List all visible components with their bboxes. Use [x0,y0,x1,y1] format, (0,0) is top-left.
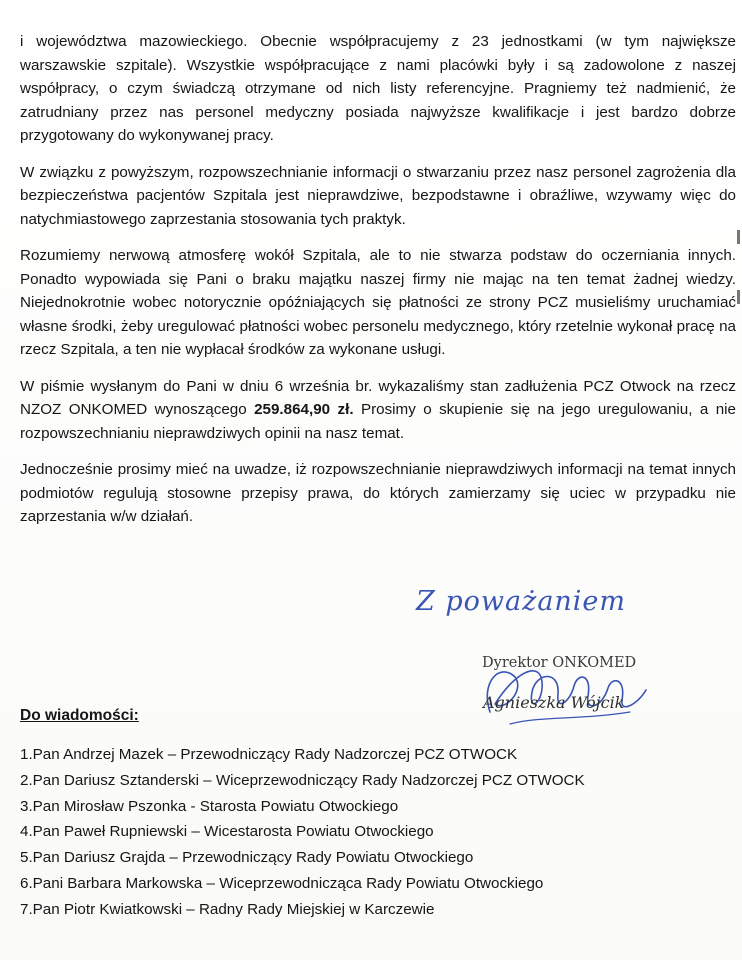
letter-body [20,30,736,542]
cc-list-item: 4.Pan Paweł Rupniewski – Wicestarosta Powiatu Otwockiego [20,823,434,841]
paragraph-cooperation: i województwa mazowieckiego. Obecnie współpracujemy z 23 jednostkami (w tym największe warszawskie szpitale). Wszystkie współpracujące z nami placówki były i są zadowolone z naszej współpracy, o czym świadczą otrzymane od nich listy referencyjne. Pragniemy też nadmienić, że zatrudniany przez nas personel medyczny posiada najwyższe kwalifikacje i jest bardzo dobrze przygotowany do wykonywanej pracy. [20,33,736,144]
cc-list-item: 2.Pan Dariusz Sztanderski – Wiceprzewodniczący Rady Nadzorczej PCZ OTWOCK [20,771,585,789]
handwritten-greeting: Z poważaniem [416,586,627,617]
debt-text-before: W piśmie wysłanym do Pani w dniu 6 września br. wykazaliśmy stan zadłużenia PCZ Otwock na rzecz NZOZ ONKOMED wynoszącego [20,377,736,418]
cc-list-item: 6.Pani Barbara Markowska – Wiceprzewodnicząca Rady Powiatu Otwockiego [20,874,544,892]
paragraph-debt [20,375,736,446]
scan-edge-mark [737,230,740,244]
cc-heading: Do wiadomości: [20,707,139,724]
cc-list-item: 5.Pan Dariusz Grajda – Przewodniczący Rady Powiatu Otwockiego [20,849,474,867]
debt-text-after: Prosimy o skupienie się na jego uregulowaniu, a nie rozpowszechnianiu nieprawdziwych opinii na nasz temat. [20,401,737,442]
scan-edge-mark [737,290,740,304]
stamp-name: Agnieszka Wójcik [483,693,625,712]
paragraph-legal-warning: Jednocześnie prosimy mieć na uwadze, iż rozpowszechnianie nieprawdziwych informacji na temat innych podmiotów regulują stosowne przepisy prawa, do których zamierzamy się uciec w przypadku nie zaprzestania w/w działań. [20,461,736,525]
cc-list [20,742,585,923]
cc-list-item: 7.Pan Piotr Kwiatkowski – Radny Rady Miejskiej w Karczewie [20,900,435,918]
cc-list-item: 3.Pan Mirosław Pszonka - Starosta Powiatu Otwockiego [20,797,399,815]
paragraph-demand-cessation: W związku z powyższym, rozpowszechnianie informacji o stwarzaniu przez nasz personel zagrożenia dla bezpieczeństwa pacjentów Szpitala jest nieprawdziwe, bezpodstawne i obraźliwe, wzywamy więc do natychmiastowego zaprzestania stosowania tych praktyk. [20,163,736,228]
cc-list-item: 1.Pan Andrzej Mazek – Przewodniczący Rady Nadzorczej PCZ OTWOCK [20,746,518,763]
debt-amount: 259.864,90 zł. [254,401,354,418]
stamp-title: Dyrektor ONKOMED [482,655,637,671]
paragraph-payments: Rozumiemy nerwową atmosferę wokół Szpitala, ale to nie stwarza podstaw do oczerniania innych. Ponadto wypowiada się Pani o braku majątku naszej firmy nie mając na ten temat żadnej wiedzy. Niejednokrotnie wobec notorycznie opóźniających się płatności ze strony PCZ musieliśmy uruchamiać własne środki, żeby uregulować płatności wobec personelu medycznego, który rzetelnie wykonał pracę na rzecz Szpitala, a ten nie wypłacał środków za wykonane usługi. [20,247,736,358]
